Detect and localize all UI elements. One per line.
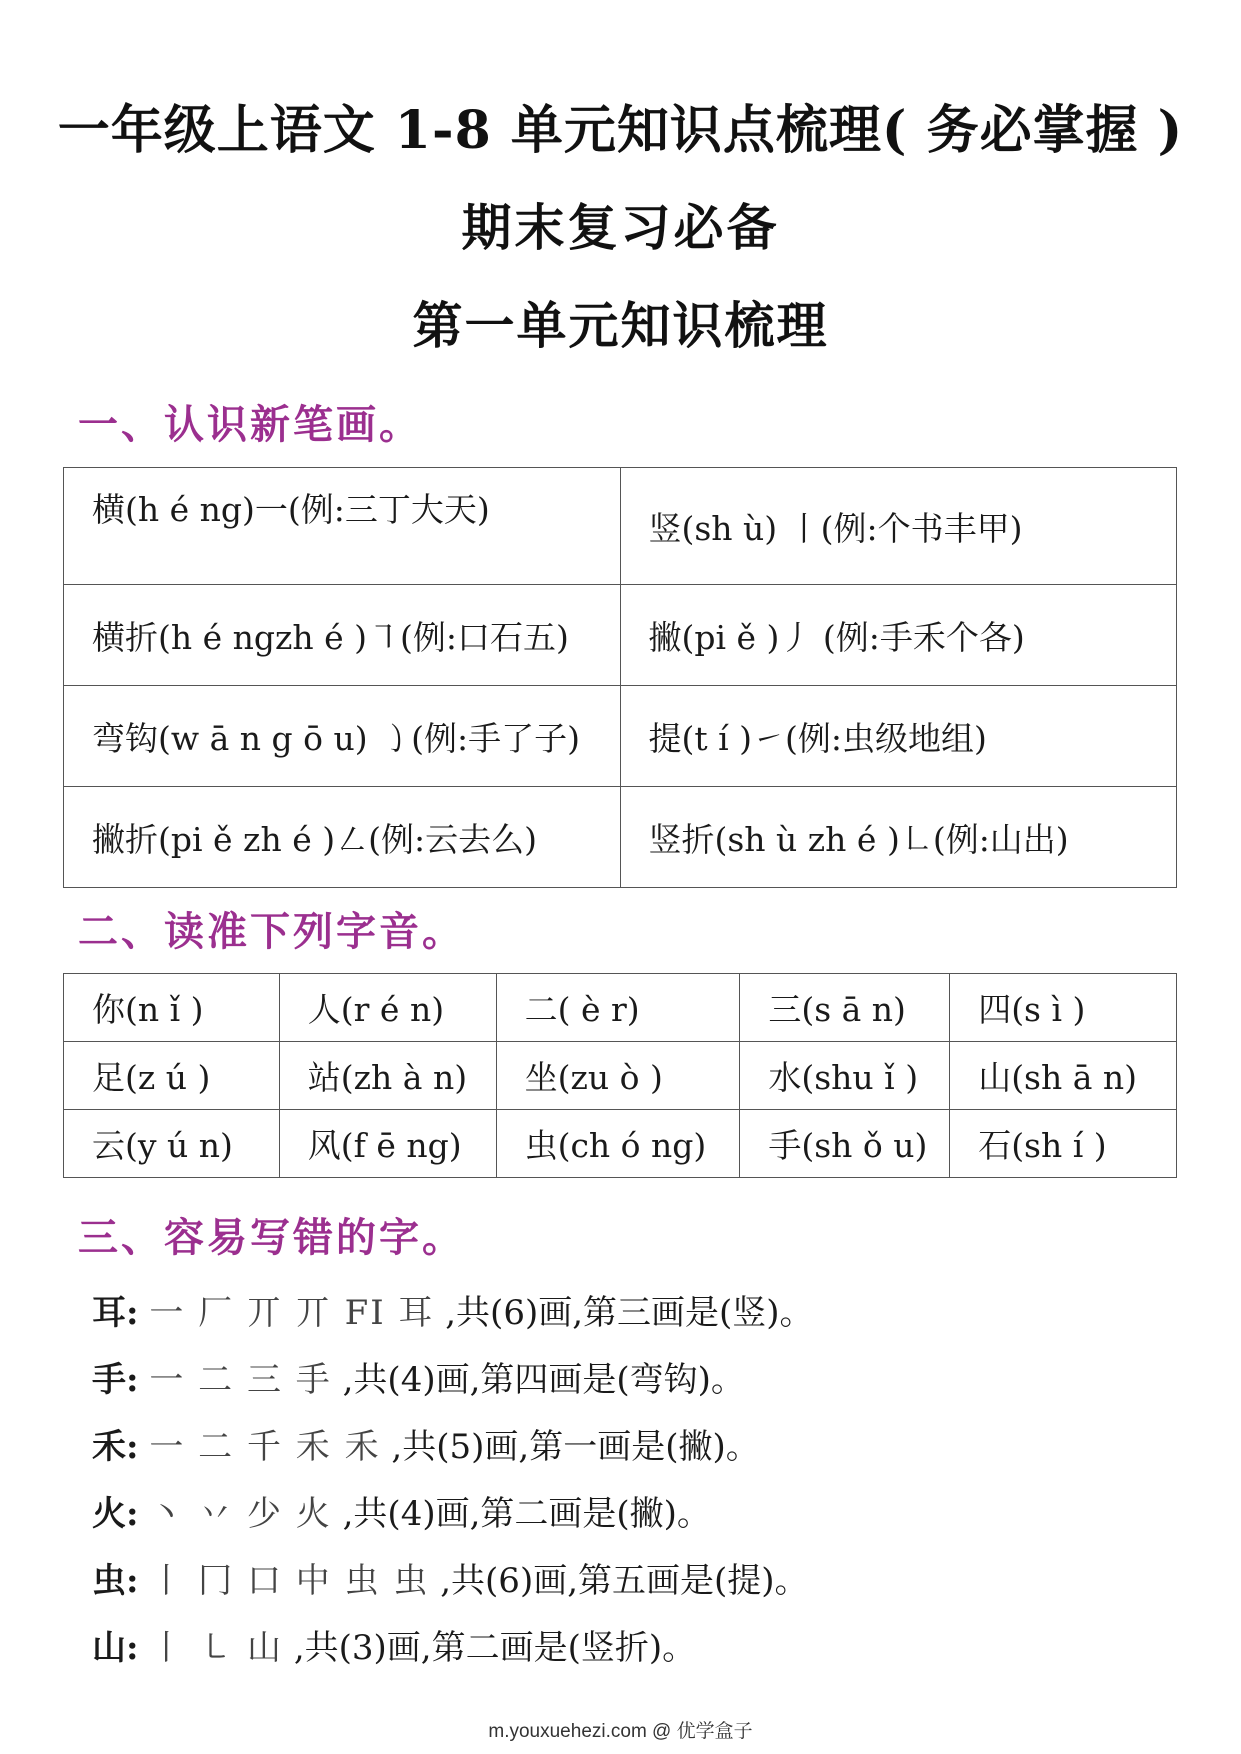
- list-item: [92, 1347, 814, 1414]
- table-cell: 站(zh à n): [279, 1042, 496, 1110]
- section-heading-pinyin: 二、读准下列字音。: [78, 908, 465, 955]
- stroke-order-list: [92, 1280, 814, 1682]
- table-cell: 坐(zu ò ): [496, 1042, 740, 1110]
- list-item: [92, 1548, 814, 1615]
- stroke-sequence: 一 二 三 手: [149, 1360, 332, 1400]
- section-heading-strokes: 一、认识新笔画。: [78, 401, 422, 448]
- stroke-char: 山:: [92, 1628, 139, 1668]
- stroke-note: ,共(3)画,第二画是(竖折)。: [293, 1628, 697, 1668]
- table-cell: 手(sh ǒ u): [740, 1110, 950, 1178]
- stroke-char: 手:: [92, 1360, 139, 1400]
- stroke-sequence: 一 厂 丌 丌 FI 耳: [149, 1293, 435, 1333]
- table-cell: 虫(ch ó ng): [496, 1110, 740, 1178]
- table-row: [64, 686, 1177, 787]
- stroke-note: ,共(5)画,第一画是(撇)。: [391, 1427, 760, 1467]
- table-cell: 撇(pi ě )丿 (例:手禾个各): [620, 585, 1177, 686]
- table-cell: 石(sh í ): [950, 1110, 1177, 1178]
- stroke-note: ,共(6)画,第五画是(提)。: [440, 1561, 809, 1601]
- table-cell: 弯钩(w ā n g ō u) ㇁(例:手了子): [64, 686, 621, 787]
- subtitle: 期末复习必备: [461, 198, 780, 257]
- table-row: [64, 1042, 1177, 1110]
- table-row: [64, 787, 1177, 888]
- section-heading-mistakes: 三、容易写错的字。: [78, 1214, 465, 1261]
- stroke-char: 耳:: [92, 1293, 139, 1333]
- stroke-sequence: 丶 丷 少 火: [149, 1494, 332, 1534]
- list-item: [92, 1280, 814, 1347]
- unit-title: 第一单元知识梳理: [412, 296, 829, 355]
- table-row: [64, 1110, 1177, 1178]
- table-cell: 人(r é n): [279, 974, 496, 1042]
- stroke-char: 火:: [92, 1494, 139, 1534]
- stroke-sequence: 一 二 千 禾 禾: [149, 1427, 381, 1467]
- pinyin-table: [63, 973, 1177, 1178]
- footer-watermark: m.youxuehezi.com @ 优学盒子: [488, 1721, 753, 1742]
- table-cell: 横(h é ng)一(例:三丁大天): [64, 468, 621, 585]
- table-cell: 横折(h é ngzh é )㇕(例:口石五): [64, 585, 621, 686]
- table-cell: 提(t í )㇀(例:虫级地组): [620, 686, 1177, 787]
- table-cell: 风(f ē ng): [279, 1110, 496, 1178]
- table-cell: 你(n ǐ ): [64, 974, 280, 1042]
- table-cell: 山(sh ā n): [950, 1042, 1177, 1110]
- table-row: [64, 974, 1177, 1042]
- table-cell: 三(s ā n): [740, 974, 950, 1042]
- stroke-char: 虫:: [92, 1561, 139, 1601]
- stroke-sequence: 丨 冂 口 中 虫 虫: [149, 1561, 430, 1601]
- table-cell: 二( è r): [496, 974, 740, 1042]
- list-item: [92, 1615, 814, 1682]
- table-cell: 竖折(sh ù zh é )㇗(例:山出): [620, 787, 1177, 888]
- list-item: [92, 1414, 814, 1481]
- stroke-sequence: 丨 ㇄ 山: [149, 1628, 283, 1668]
- main-title: 一年级上语文 1-8 单元知识点梳理( 务必掌握 ): [57, 100, 1184, 161]
- table-cell: 云(y ú n): [64, 1110, 280, 1178]
- table-cell: 竖(sh ù) 丨(例:个书丰甲): [620, 468, 1177, 585]
- table-cell: 四(s ì ): [950, 974, 1177, 1042]
- table-row: [64, 468, 1177, 585]
- stroke-note: ,共(4)画,第二画是(撇)。: [342, 1494, 711, 1534]
- table-cell: 水(shu ǐ ): [740, 1042, 950, 1110]
- stroke-note: ,共(4)画,第四画是(弯钩)。: [342, 1360, 745, 1400]
- stroke-char: 禾:: [92, 1427, 139, 1467]
- strokes-table: [63, 467, 1177, 888]
- table-cell: 撇折(pi ě zh é )㇜(例:云去么): [64, 787, 621, 888]
- stroke-note: ,共(6)画,第三画是(竖)。: [445, 1293, 814, 1333]
- table-row: [64, 585, 1177, 686]
- list-item: [92, 1481, 814, 1548]
- table-cell: 足(z ú ): [64, 1042, 280, 1110]
